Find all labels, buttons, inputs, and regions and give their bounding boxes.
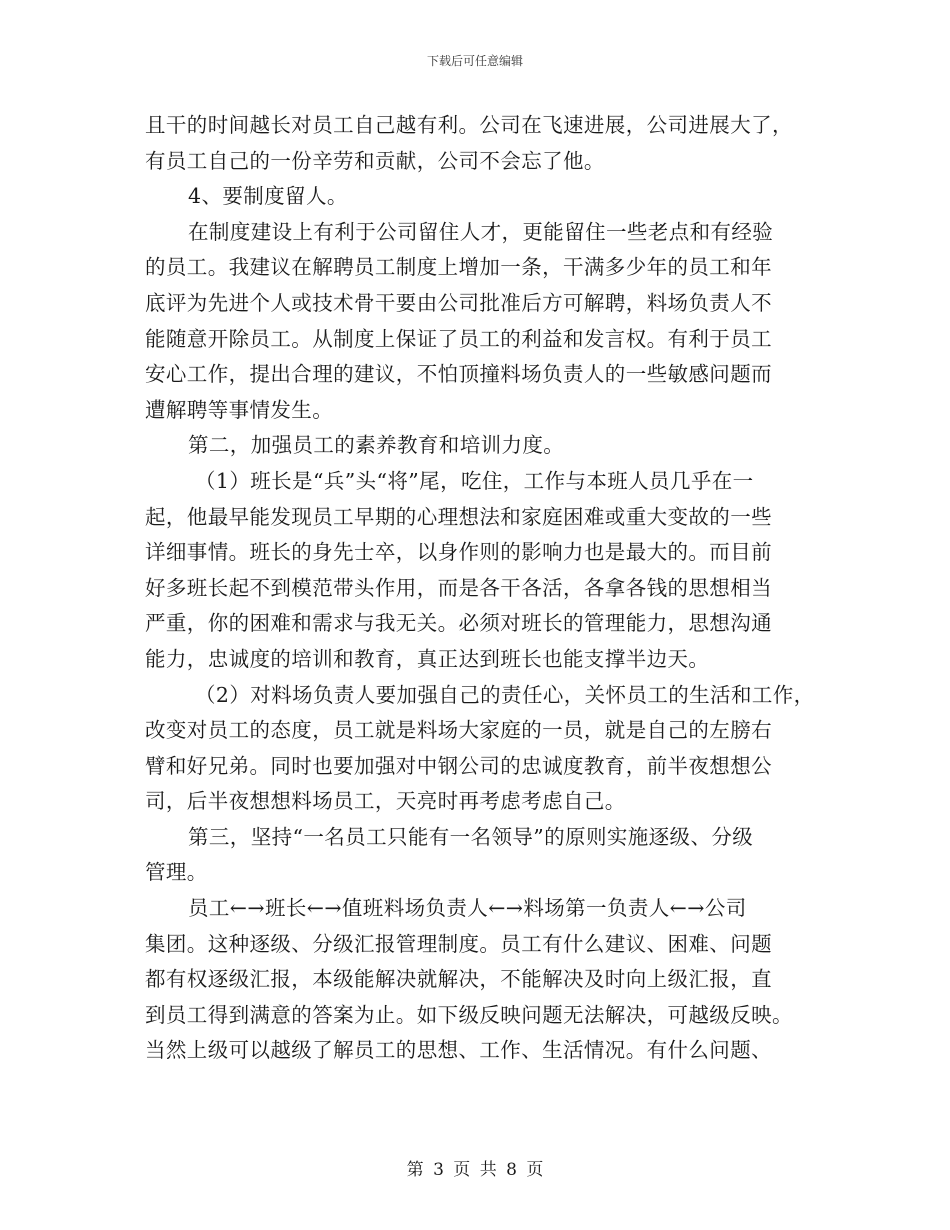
section-heading: 第三，坚持“一名员工只能有一名领导”的原则实施逐级、分级 bbox=[188, 824, 754, 849]
page-header: 下载后可任意编辑 bbox=[426, 54, 523, 68]
text-line: 有员工自己的一份辛劳和贡献，公司不会忘了他。 bbox=[145, 148, 605, 173]
text-line: 管理。 bbox=[145, 860, 208, 885]
text-line: 臂和好兄弟。同时也要加强对中钢公司的忠诚度教育，前半夜想想公 bbox=[145, 753, 772, 778]
text-line: 在制度建设上有利于公司留住人才，更能留住一些老点和有经验 bbox=[188, 219, 774, 244]
text-line: 好多班长起不到模范带头作用，而是各干各活，各拿各钱的思想相当 bbox=[145, 575, 772, 600]
text-line: 且干的时间越长对员工自己越有利。公司在飞速进展，公司进展大了， bbox=[145, 113, 793, 137]
text-line: 详细事情。班长的身先士卒，以身作则的影响力也是最大的。而目前 bbox=[145, 540, 772, 565]
text-line: 都有权逐级汇报，本级能解决就解决，不能解决及时向上级汇报，直 bbox=[145, 967, 772, 992]
text-line: 起，他最早能发现员工早期的心理想法和家庭困难或重大变故的一些 bbox=[145, 504, 772, 529]
text-line: 能随意开除员工。从制度上保证了员工的利益和发言权。有利于员工 bbox=[145, 326, 772, 351]
text-line: 底评为先进个人或技术骨干要由公司批准后方可解聘，料场负责人不 bbox=[145, 290, 772, 315]
section-heading: 4、要制度留人。 bbox=[188, 184, 348, 209]
text-line: 严重，你的困难和需求与我无关。必须对班长的管理能力，思想沟通 bbox=[145, 611, 772, 636]
section-heading: 第二，加强员工的素养教育和培训力度。 bbox=[188, 433, 565, 458]
text-line: 到员工得到满意的答案为止。如下级反映问题无法解决，可越级反映。 bbox=[145, 1002, 793, 1027]
text-line: 当然上级可以越级了解员工的思想、工作、生活情况。有什么问题、 bbox=[145, 1038, 772, 1063]
text-line: 遭解聘等事情发生。 bbox=[145, 397, 334, 422]
text-line: 员工←→班长←→值班料场负责人←→料场第一负责人←→公司 bbox=[188, 896, 747, 921]
text-line: （2）对料场负责人要加强自己的责任心，关怀员工的生活和工作， bbox=[195, 682, 815, 707]
text-line: （1）班长是“兵”头“将”尾，吃住，工作与本班人员几乎在一 bbox=[195, 468, 754, 493]
text-line: 改变对员工的态度，员工就是料场大家庭的一员，就是自己的左膀右 bbox=[145, 718, 772, 743]
document-body bbox=[145, 108, 845, 1069]
text-line: 安心工作，提出合理的建议，不怕顶撞料场负责人的一些敏感问题而 bbox=[145, 362, 772, 387]
page-number-footer: 第 3 页 共 8 页 bbox=[406, 1160, 544, 1180]
text-line: 能力，忠诚度的培训和教育，真正达到班长也能支撑半边天。 bbox=[145, 646, 710, 671]
text-line: 集团。这种逐级、分级汇报管理制度。员工有什么建议、困难、问题 bbox=[145, 931, 772, 956]
text-line: 的员工。我建议在解聘员工制度上增加一条，干满多少年的员工和年 bbox=[145, 255, 772, 280]
text-line: 司，后半夜想想料场员工，天亮时再考虑考虑自己。 bbox=[145, 789, 626, 814]
